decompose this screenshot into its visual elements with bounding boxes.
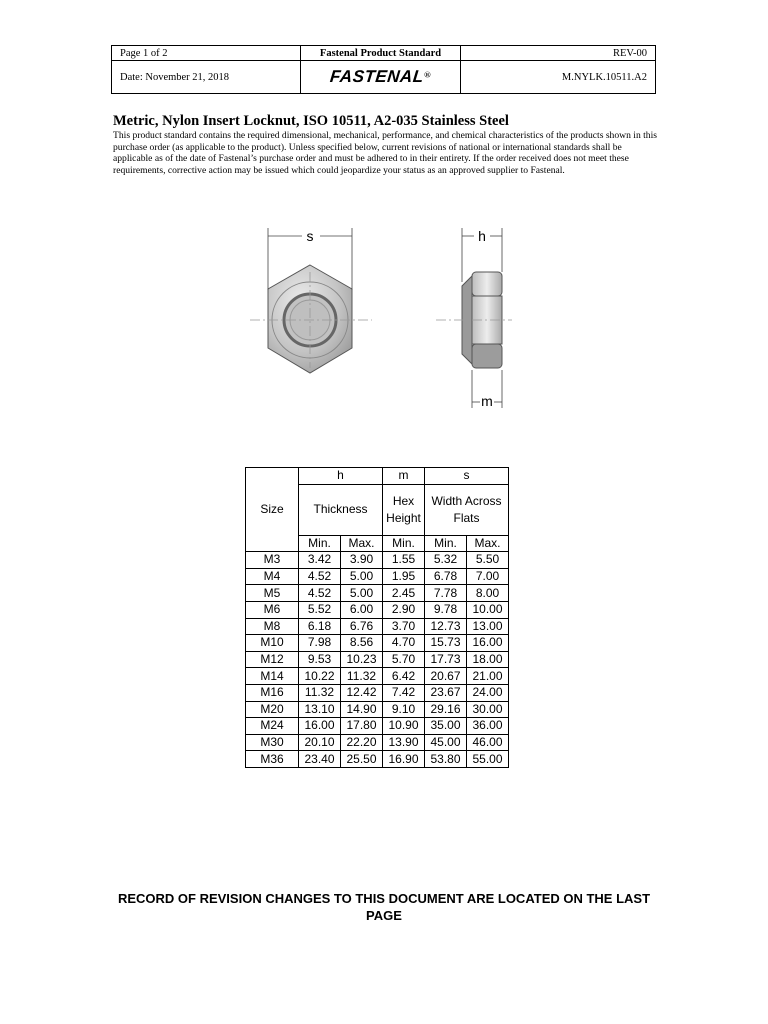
table-row: [246, 701, 509, 718]
revision-notice: RECORD OF REVISION CHANGES TO THIS DOCUMENT ARE LOCATED ON THE LAST PAGE: [117, 891, 651, 923]
size-cell: M6: [246, 601, 299, 618]
side-view: [436, 228, 512, 409]
width-max-cell: 7.00: [467, 568, 509, 585]
hex-height-min-cell: 1.95: [383, 568, 425, 585]
thickness-min-cell: 7.98: [299, 635, 341, 652]
width-min-cell: 53.80: [425, 751, 467, 768]
table-row: [246, 751, 509, 768]
width-min-cell: 35.00: [425, 718, 467, 735]
size-cell: M16: [246, 684, 299, 701]
width-across-flats-header: Width Across Flats: [425, 484, 509, 535]
size-header: Size: [246, 468, 299, 552]
document-number: M.NYLK.10511.A2: [461, 61, 656, 94]
width-max-header: Max.: [467, 535, 509, 552]
size-cell: M3: [246, 552, 299, 569]
width-max-cell: 8.00: [467, 585, 509, 602]
thickness-max-cell: 22.20: [341, 734, 383, 751]
table-row: [246, 568, 509, 585]
front-view: [250, 228, 372, 373]
dimensions-table: [245, 467, 509, 768]
thickness-max-cell: 17.80: [341, 718, 383, 735]
document-title: Metric, Nylon Insert Locknut, ISO 10511, A2-035 Stainless Steel: [113, 113, 509, 129]
width-max-cell: 46.00: [467, 734, 509, 751]
hex-height-min-cell: 13.90: [383, 734, 425, 751]
column-s-header: s: [425, 468, 509, 485]
width-min-cell: 20.67: [425, 668, 467, 685]
width-min-cell: 29.16: [425, 701, 467, 718]
table-row: [246, 668, 509, 685]
width-min-cell: 5.32: [425, 552, 467, 569]
dimension-m-label: m: [481, 393, 493, 409]
thickness-max-cell: 14.90: [341, 701, 383, 718]
thickness-min-cell: 9.53: [299, 651, 341, 668]
size-cell: M14: [246, 668, 299, 685]
width-max-cell: 10.00: [467, 601, 509, 618]
table-row: [246, 618, 509, 635]
hex-height-min-cell: 5.70: [383, 651, 425, 668]
dimension-s-label: s: [306, 228, 314, 244]
width-min-header: Min.: [425, 535, 467, 552]
thickness-min-cell: 4.52: [299, 568, 341, 585]
hex-height-min-cell: 7.42: [383, 684, 425, 701]
size-cell: M36: [246, 751, 299, 768]
thickness-min-cell: 6.18: [299, 618, 341, 635]
thickness-header: Thickness: [299, 484, 383, 535]
size-cell: M30: [246, 734, 299, 751]
thickness-max-header: Max.: [341, 535, 383, 552]
size-cell: M20: [246, 701, 299, 718]
thickness-max-cell: 5.00: [341, 568, 383, 585]
table-row: [246, 601, 509, 618]
hex-height-min-cell: 6.42: [383, 668, 425, 685]
size-cell: M12: [246, 651, 299, 668]
thickness-min-cell: 23.40: [299, 751, 341, 768]
thickness-min-cell: 16.00: [299, 718, 341, 735]
company-logo: FASTENAL®: [301, 61, 461, 94]
width-max-cell: 24.00: [467, 684, 509, 701]
width-max-cell: 18.00: [467, 651, 509, 668]
width-max-cell: 16.00: [467, 635, 509, 652]
thickness-min-cell: 4.52: [299, 585, 341, 602]
hex-height-min-cell: 2.90: [383, 601, 425, 618]
table-row: [246, 651, 509, 668]
width-min-cell: 17.73: [425, 651, 467, 668]
table-row: [246, 552, 509, 569]
table-row: [246, 718, 509, 735]
thickness-max-cell: 6.76: [341, 618, 383, 635]
document-date: Date: November 21, 2018: [112, 61, 301, 94]
width-min-cell: 23.67: [425, 684, 467, 701]
intro-paragraph: This product standard contains the required dimensional, mechanical, performance, and chemical characteristics of the products shown in this purchase order (as applicable to the product). Unless specified below, current revisions of national or international standards shall be applicable as of the date of Fastenal’s purchase order and must be adhered to in their entirety. If the order received does not meet these requirements, corrective action may be issued which could jeopardize your status as an approved supplier to Fastenal.: [113, 130, 657, 176]
size-cell: M5: [246, 585, 299, 602]
thickness-max-cell: 25.50: [341, 751, 383, 768]
width-min-cell: 6.78: [425, 568, 467, 585]
hex-height-min-header: Min.: [383, 535, 425, 552]
hex-height-min-cell: 1.55: [383, 552, 425, 569]
standard-name: Fastenal Product Standard: [301, 46, 461, 61]
thickness-max-cell: 12.42: [341, 684, 383, 701]
hex-height-min-cell: 3.70: [383, 618, 425, 635]
width-max-cell: 13.00: [467, 618, 509, 635]
width-max-cell: 55.00: [467, 751, 509, 768]
width-min-cell: 7.78: [425, 585, 467, 602]
size-cell: M24: [246, 718, 299, 735]
locknut-drawing: [0, 0, 768, 460]
width-max-cell: 5.50: [467, 552, 509, 569]
width-min-cell: 9.78: [425, 601, 467, 618]
size-cell: M4: [246, 568, 299, 585]
column-h-header: h: [299, 468, 383, 485]
width-max-cell: 36.00: [467, 718, 509, 735]
column-m-header: m: [383, 468, 425, 485]
thickness-min-cell: 11.32: [299, 684, 341, 701]
thickness-max-cell: 5.00: [341, 585, 383, 602]
hex-height-min-cell: 9.10: [383, 701, 425, 718]
width-max-cell: 21.00: [467, 668, 509, 685]
size-cell: M8: [246, 618, 299, 635]
page-number: Page 1 of 2: [112, 46, 301, 61]
revision: REV-00: [461, 46, 656, 61]
dimension-h-label: h: [478, 228, 486, 244]
thickness-min-header: Min.: [299, 535, 341, 552]
thickness-max-cell: 8.56: [341, 635, 383, 652]
logo-text: FASTENAL: [329, 67, 426, 86]
table-row: [246, 684, 509, 701]
table-row: [246, 635, 509, 652]
table-row: [246, 585, 509, 602]
thickness-min-cell: 20.10: [299, 734, 341, 751]
size-cell: M10: [246, 635, 299, 652]
hex-height-min-cell: 4.70: [383, 635, 425, 652]
width-min-cell: 15.73: [425, 635, 467, 652]
thickness-max-cell: 10.23: [341, 651, 383, 668]
hex-height-min-cell: 10.90: [383, 718, 425, 735]
thickness-max-cell: 6.00: [341, 601, 383, 618]
width-max-cell: 30.00: [467, 701, 509, 718]
hex-height-min-cell: 2.45: [383, 585, 425, 602]
thickness-min-cell: 13.10: [299, 701, 341, 718]
hex-height-header: Hex Height: [383, 484, 425, 535]
thickness-max-cell: 3.90: [341, 552, 383, 569]
hex-height-min-cell: 16.90: [383, 751, 425, 768]
thickness-max-cell: 11.32: [341, 668, 383, 685]
thickness-min-cell: 3.42: [299, 552, 341, 569]
thickness-min-cell: 10.22: [299, 668, 341, 685]
width-min-cell: 45.00: [425, 734, 467, 751]
table-row: [246, 734, 509, 751]
thickness-min-cell: 5.52: [299, 601, 341, 618]
width-min-cell: 12.73: [425, 618, 467, 635]
